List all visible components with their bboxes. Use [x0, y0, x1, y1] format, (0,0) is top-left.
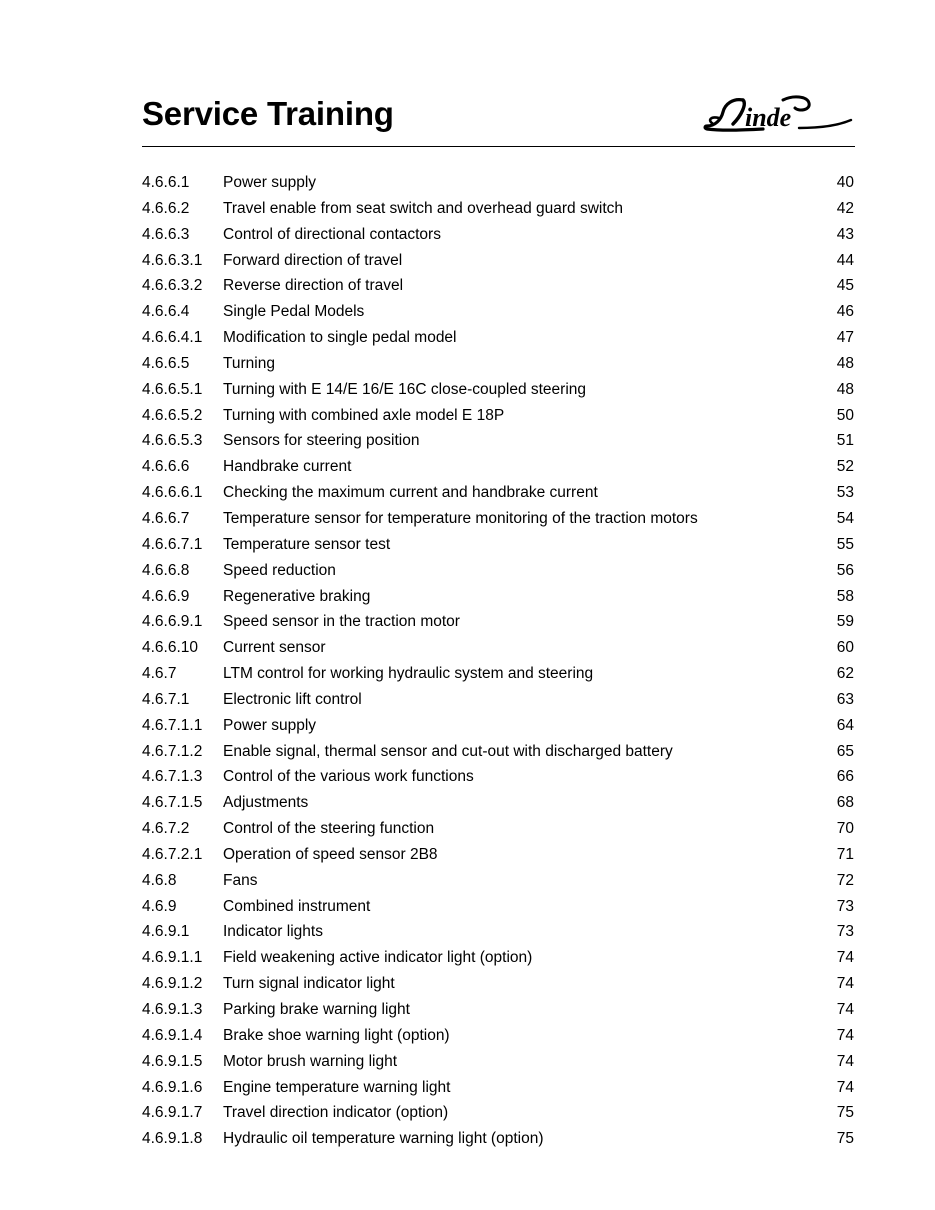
toc-page-number: 53 — [836, 484, 854, 502]
toc-section-title: Engine temperature warning light — [223, 1078, 451, 1096]
toc-section-title: Speed sensor in the traction motor — [223, 613, 460, 631]
toc-section-title: Enable signal, thermal sensor and cut-out with discharged battery — [223, 742, 673, 760]
toc-section-title: Current sensor — [223, 639, 326, 657]
toc-section-number: 4.6.6.5.2 — [142, 406, 203, 424]
toc-section-number: 4.6.9.1.5 — [142, 1052, 203, 1070]
toc-section-title: Control of the various work functions — [223, 768, 474, 786]
toc-section-number: 4.6.7 — [142, 665, 177, 683]
toc-page-number: 43 — [836, 225, 854, 243]
toc-entry — [142, 713, 855, 739]
toc-section-number: 4.6.9.1.7 — [142, 1104, 203, 1122]
toc-entry — [142, 480, 855, 506]
toc-entry — [142, 170, 855, 196]
toc-section-number: 4.6.7.1.1 — [142, 716, 203, 734]
toc-entry — [142, 1075, 855, 1101]
toc-section-title: Hydraulic oil temperature warning light (option) — [223, 1130, 544, 1148]
toc-entry — [142, 661, 855, 687]
toc-entry — [142, 609, 855, 635]
page-header — [142, 92, 855, 148]
toc-entry — [142, 506, 855, 532]
toc-section-number: 4.6.6.4 — [142, 303, 190, 321]
toc-page-number: 62 — [836, 665, 854, 683]
toc-section-title: Checking the maximum current and handbrake current — [223, 484, 598, 502]
toc-page-number: 74 — [836, 1052, 854, 1070]
toc-section-number: 4.6.9.1.3 — [142, 1001, 203, 1018]
toc-entry — [142, 351, 855, 377]
toc-entry — [142, 1100, 855, 1126]
header-rule — [142, 146, 855, 147]
toc-page-number: 74 — [836, 1026, 854, 1044]
toc-page-number: 54 — [836, 509, 854, 527]
toc-section-number: 4.6.9.1 — [142, 923, 190, 941]
toc-page-number: 42 — [836, 199, 854, 217]
toc-entry — [142, 1023, 855, 1049]
toc-page-number: 75 — [836, 1130, 854, 1148]
toc-section-number: 4.6.9.1.4 — [142, 1026, 203, 1044]
toc-section-title: Indicator lights — [223, 923, 323, 941]
linde-logo — [703, 94, 855, 134]
toc-entry — [142, 558, 855, 584]
toc-section-number: 4.6.6.8 — [142, 561, 190, 579]
toc-section-number: 4.6.9.1.8 — [142, 1130, 203, 1148]
toc-section-number: 4.6.6.7 — [142, 509, 190, 527]
toc-section-title: Temperature sensor test — [223, 535, 391, 553]
toc-section-title: Turning — [223, 354, 275, 372]
toc-entry — [142, 842, 855, 868]
toc-section-title: Control of the steering function — [223, 820, 435, 838]
toc-section-title: Motor brush warning light — [223, 1052, 398, 1070]
toc-section-title: Modification to single pedal model — [223, 329, 457, 347]
toc-entry — [142, 894, 855, 920]
toc-page-number: 51 — [836, 432, 854, 450]
toc-page-number: 73 — [836, 923, 854, 941]
toc-page-number: 73 — [836, 897, 854, 915]
toc-section-number: 4.6.9.1.1 — [142, 949, 203, 967]
toc-section-title: Fans — [223, 871, 258, 889]
toc-page-number: 48 — [836, 354, 854, 372]
toc-section-title: Reverse direction of travel — [223, 277, 404, 295]
toc-section-title: Turning with combined axle model E 18P — [223, 406, 505, 424]
toc-section-title: Brake shoe warning light (option) — [223, 1026, 450, 1044]
toc-section-title: Control of directional contactors — [223, 225, 441, 243]
toc-page-number: 47 — [836, 329, 854, 347]
toc-section-title: Field weakening active indicator light (option) — [223, 949, 533, 967]
toc-page-number: 71 — [836, 845, 854, 863]
toc-section-title: Handbrake current — [223, 458, 352, 476]
toc-section-number: 4.6.6.3.2 — [142, 277, 203, 295]
toc-entry — [142, 1126, 855, 1152]
toc-entry — [142, 919, 855, 945]
toc-section-number: 4.6.6.5.1 — [142, 380, 203, 398]
toc-entry — [142, 532, 855, 558]
toc-page-number: 48 — [836, 380, 854, 398]
table-of-contents — [142, 170, 855, 1152]
svg-text:inde: inde — [745, 103, 792, 132]
toc-entry — [142, 635, 855, 661]
toc-page-number: 52 — [836, 458, 854, 476]
toc-section-title: Travel direction indicator (option) — [223, 1104, 449, 1122]
toc-section-number: 4.6.6.2 — [142, 199, 190, 217]
toc-section-number: 4.6.6.10 — [142, 639, 199, 657]
toc-entry — [142, 868, 855, 894]
toc-section-number: 4.6.7.1.2 — [142, 742, 203, 760]
toc-section-title: Electronic lift control — [223, 690, 362, 708]
toc-entry — [142, 273, 855, 299]
toc-section-title: Power supply — [223, 716, 317, 734]
toc-entry — [142, 454, 855, 480]
toc-entry — [142, 971, 855, 997]
toc-entry — [142, 764, 855, 790]
toc-section-title: Forward direction of travel — [223, 251, 403, 269]
toc-page-number: 63 — [836, 690, 854, 708]
toc-section-title: Power supply — [223, 174, 317, 191]
toc-page-number: 55 — [836, 535, 854, 553]
toc-entry — [142, 739, 855, 765]
toc-entry — [142, 997, 855, 1023]
toc-entry — [142, 299, 855, 325]
toc-page-number: 58 — [836, 587, 854, 605]
toc-section-title: Sensors for steering position — [223, 432, 420, 450]
toc-section-title: Turning with E 14/E 16/E 16C close-coupled steering — [223, 380, 587, 398]
toc-section-number: 4.6.9.1.2 — [142, 975, 203, 993]
toc-section-number: 4.6.6.5 — [142, 354, 190, 372]
toc-section-title: Regenerative braking — [223, 587, 371, 605]
toc-section-number: 4.6.6.9 — [142, 587, 190, 605]
toc-section-number: 4.6.7.2.1 — [142, 845, 203, 863]
toc-section-title: LTM control for working hydraulic system and steering — [223, 665, 594, 683]
toc-page-number: 45 — [836, 277, 854, 295]
toc-entry — [142, 377, 855, 403]
toc-page-number: 60 — [836, 639, 854, 657]
toc-section-title: Single Pedal Models — [223, 303, 365, 321]
toc-section-number: 4.6.6.7.1 — [142, 535, 203, 553]
toc-entry — [142, 1049, 855, 1075]
toc-section-number: 4.6.9.1.6 — [142, 1078, 203, 1096]
toc-page-number: 74 — [836, 975, 854, 993]
toc-section-number: 4.6.6.6 — [142, 458, 190, 476]
toc-section-title: Combined instrument — [223, 897, 371, 915]
toc-page-number: 59 — [836, 613, 854, 631]
toc-entry — [142, 325, 855, 351]
toc-page-number: 65 — [836, 742, 854, 760]
toc-entry — [142, 945, 855, 971]
toc-section-number: 4.6.6.9.1 — [142, 613, 203, 631]
toc-page-number: 50 — [836, 406, 854, 424]
toc-page-number: 70 — [836, 820, 854, 838]
toc-entry — [142, 196, 855, 222]
toc-entry — [142, 584, 855, 610]
toc-section-number: 4.6.6.5.3 — [142, 432, 203, 450]
toc-page-number: 44 — [836, 251, 854, 269]
toc-page-number: 64 — [836, 716, 854, 734]
toc-entry — [142, 222, 855, 248]
toc-entry — [142, 790, 855, 816]
toc-page-number: 56 — [836, 561, 854, 579]
toc-section-number: 4.6.9 — [142, 897, 177, 915]
toc-section-number: 4.6.6.4.1 — [142, 329, 203, 347]
toc-section-title: Parking brake warning light — [223, 1001, 410, 1018]
toc-section-title: Turn signal indicator light — [223, 975, 395, 993]
toc-page-number: 66 — [836, 768, 854, 786]
toc-entry — [142, 816, 855, 842]
toc-page-number: 46 — [836, 303, 854, 321]
toc-section-number: 4.6.8 — [142, 871, 177, 889]
toc-section-number: 4.6.6.3.1 — [142, 251, 203, 269]
toc-entry — [142, 428, 855, 454]
toc-section-number: 4.6.6.6.1 — [142, 484, 203, 502]
toc-entry — [142, 687, 855, 713]
toc-page-number: 75 — [836, 1104, 854, 1122]
toc-entry — [142, 248, 855, 274]
page-title: Service Training — [142, 95, 394, 132]
toc-section-title: Temperature sensor for temperature monitoring of the traction motors — [223, 509, 698, 527]
toc-page-number: 68 — [836, 794, 854, 812]
toc-section-title: Adjustments — [223, 794, 309, 812]
toc-page-number: 40 — [836, 174, 854, 191]
toc-section-number: 4.6.7.1.3 — [142, 768, 203, 786]
toc-section-title: Travel enable from seat switch and overhead guard switch — [223, 199, 624, 217]
toc-section-title: Operation of speed sensor 2B8 — [223, 845, 438, 863]
toc-section-number: 4.6.6.3 — [142, 225, 190, 243]
toc-page-number: 74 — [836, 949, 854, 967]
toc-page-number: 74 — [836, 1078, 854, 1096]
toc-page-number: 74 — [836, 1001, 854, 1018]
toc-section-title: Speed reduction — [223, 561, 336, 579]
toc-section-number: 4.6.7.1.5 — [142, 794, 203, 812]
toc-entry — [142, 403, 855, 429]
toc-section-number: 4.6.7.1 — [142, 690, 190, 708]
toc-section-number: 4.6.7.2 — [142, 820, 190, 838]
toc-page-number: 72 — [836, 871, 854, 889]
toc-section-number: 4.6.6.1 — [142, 174, 190, 191]
